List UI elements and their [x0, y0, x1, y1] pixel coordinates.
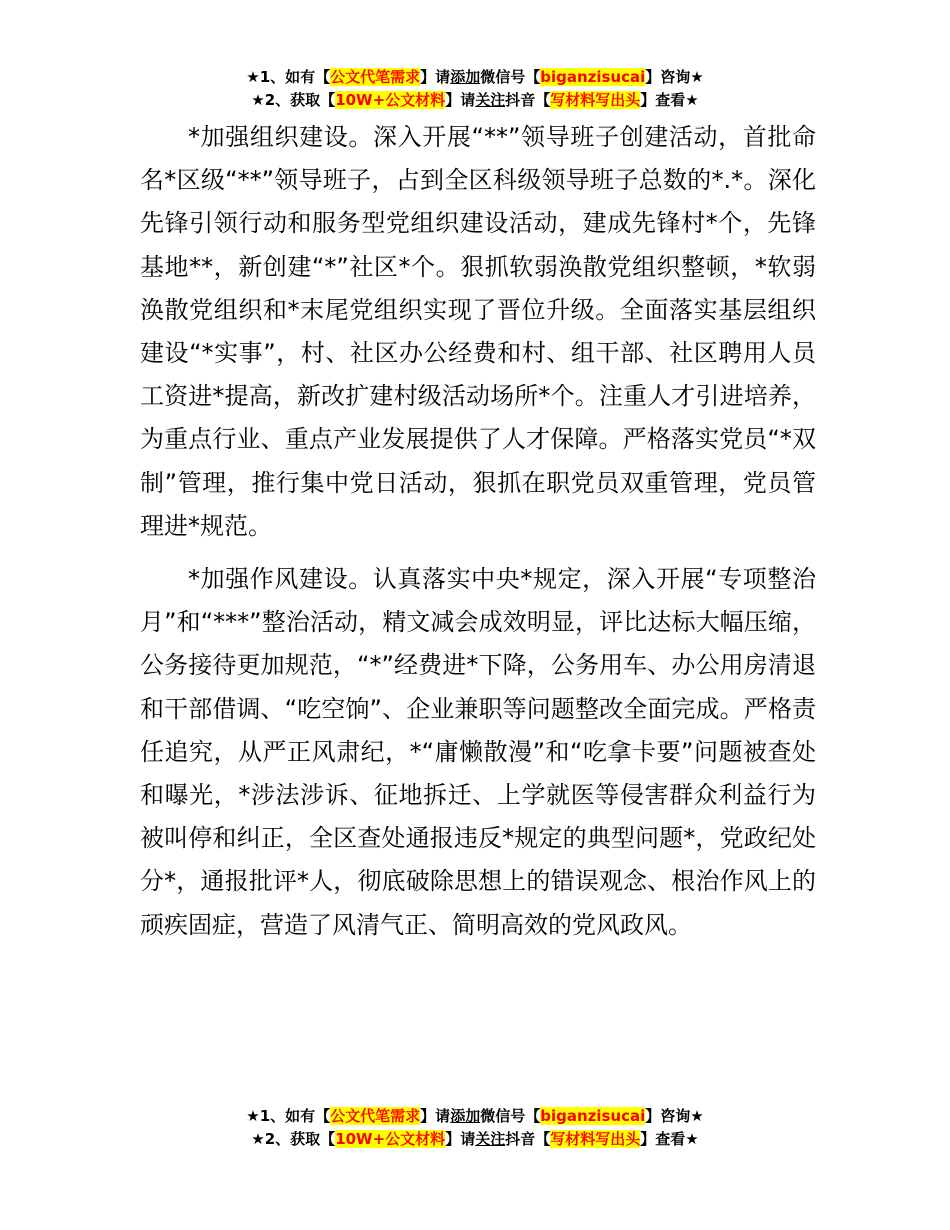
- notice-line-2: ★2、获取【10W+公文材料】请关注抖音【写材料写出头】查看★: [251, 1130, 699, 1148]
- highlight-wechat-id: biganzisucai: [540, 1107, 646, 1125]
- highlight-service: 公文代笔需求: [330, 68, 421, 86]
- highlight-service: 公文代笔需求: [330, 1107, 421, 1125]
- document-body: [140, 116, 816, 957]
- highlight-douyin: 写材料写出头: [550, 1130, 641, 1148]
- footer-notice: [0, 1105, 950, 1151]
- notice-line-2: ★2、获取【10W+公文材料】请关注抖音【写材料写出头】查看★: [251, 91, 699, 109]
- highlight-materials: 10W+公文材料: [335, 91, 446, 109]
- highlight-douyin: 写材料写出头: [550, 91, 641, 109]
- header-notice: [0, 66, 950, 112]
- highlight-wechat-id: biganzisucai: [540, 68, 646, 86]
- highlight-materials: 10W+公文材料: [335, 1130, 446, 1148]
- paragraph-organization: *加强组织建设。深入开展“**”领导班子创建活动，首批命名*区级“**”领导班子，占到全区科级领导班子总数的*.*。深化先锋引领行动和服务型党组织建设活动，建成先锋村*个，先锋基地**，新创建“*”社区*个。狠抓软弱涣散党组织整顿，*软弱涣散党组织和*末尾党组织实现了晋位升级。全面落实基层组织建设“*实事”，村、社区办公经费和村、组干部、社区聘用人员工资进*提高，新改扩建村级活动场所*个。注重人才引进培养，为重点行业、重点产业发展提供了人才保障。严格落实党员“*双制”管理，推行集中党日活动，狠抓在职党员双重管理，党员管理进*规范。: [140, 123, 816, 540]
- paragraph-work-style: *加强作风建设。认真落实中央*规定，深入开展“专项整治月”和“***”整治活动，精文减会成效明显，评比达标大幅压缩，公务接待更加规范，“*”经费进*下降，公务用车、办公用房清退和干部借调、“吃空饷”、企业兼职等问题整改全面完成。严格责任追究，从严正风肃纪，*“庸懒散漫”和“吃拿卡要”问题被查处和曝光，*涉法涉诉、征地拆迁、上学就医等侵害群众利益行为被叫停和纠正，全区查处通报违反*规定的典型问题*，党政纪处分*，通报批评*人，彻底破除思想上的错误观念、根治作风上的顽疾固症，营造了风清气正、简明高效的党风政风。: [140, 565, 816, 939]
- notice-line-1: ★1、如有【公文代笔需求】请添加微信号【biganzisucai】咨询★: [246, 68, 704, 86]
- notice-line-1: ★1、如有【公文代笔需求】请添加微信号【biganzisucai】咨询★: [246, 1107, 704, 1125]
